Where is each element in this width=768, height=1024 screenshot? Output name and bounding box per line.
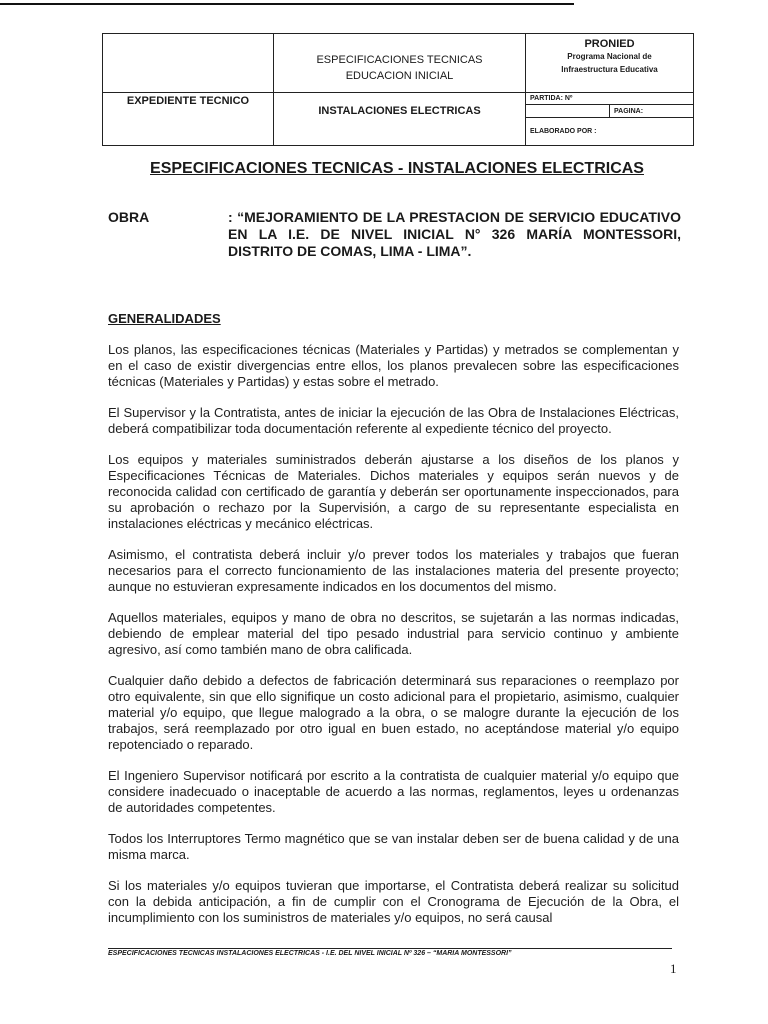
header-expediente-cell [103, 93, 274, 146]
spec-line-2: EDUCACION INICIAL [345, 70, 454, 82]
meta-table [526, 93, 693, 145]
paragraph: Todos los Interruptores Termo magnético que se van instalar deben ser de buena calidad y de una misma marca. [108, 831, 679, 862]
paragraph: Aquellos materiales, equipos y mano de obra no descritos, se sujetarán a las normas indicadas, debiendo de emplear material del tipo pesado industrial para servicio continuo y ambiente agresivo, así como también mano de obra calificada. [108, 610, 679, 657]
header-spec-cell [274, 34, 526, 93]
section-label: INSTALACIONES ELECTRICAS [318, 105, 481, 117]
footer-rule [108, 948, 672, 949]
obra-label: OBRA [108, 209, 150, 225]
paragraph: El Ingeniero Supervisor notificará por escrito a la contratista de cualquier material y/o equipo que considere inadecuado o inaceptable de acuerdo a las normas, reglamentos, leyes u ordenanzas de autoridades competentes. [108, 768, 679, 815]
partida-label: PARTIDA: Nº [526, 93, 693, 105]
org-name: PRONIED [584, 38, 635, 50]
elaborado-label: ELABORADO POR : [530, 128, 597, 135]
pagina-blank [526, 105, 610, 118]
header-org-cell [526, 34, 694, 93]
page-number: 1 [670, 961, 677, 976]
footer-text: ESPECIFICACIONES TECNICAS INSTALACIONES ELECTRICAS - I.E. DEL NIVEL INICIAL Nº 326 – “MARIA MONTESSORI” [108, 950, 512, 957]
header-table [102, 33, 694, 146]
org-sub-1: Programa Nacional de [567, 52, 652, 61]
paragraph: Si los materiales y/o equipos tuvieran que importarse, el Contratista deberá realizar su solicitud con la debida anticipación, a fin de cumplir con el Cronograma de Ejecución de la Obra, el incumplimiento con los suministros de materiales y/o equipos, no será causal [108, 878, 679, 925]
paragraph: Asimismo, el contratista deberá incluir y/o prever todos los materiales y trabajos que fueran necesarios para el correcto funcionamiento de las instalaciones materia del presente proyecto; aunque no estuvieran expresamente indicados en los documentos del mismo. [108, 547, 679, 594]
header-section-cell [274, 93, 526, 146]
top-rule [0, 3, 574, 5]
document-title: ESPECIFICACIONES TECNICAS - INSTALACIONES ELECTRICAS [150, 160, 644, 177]
header-blank-cell [103, 34, 274, 93]
header-meta-cell [526, 93, 694, 146]
spec-line-1: ESPECIFICACIONES TECNICAS [316, 54, 483, 66]
obra-text: : “MEJORAMIENTO DE LA PRESTACION DE SERVICIO EDUCATIVO EN LA I.E. DE NIVEL INICIAL N° 326 MARÍA MONTESSORI, DISTRITO DE COMAS, LIMA - LIMA”. [228, 209, 681, 259]
paragraph: Cualquier daño debido a defectos de fabricación determinará sus reparaciones o reemplazo por otro equivalente, sin que ello signifique un costo adicional para el propietario, asimismo, cualquier material y/o equipo, que llegue malogrado a la obra, o se malogre durante la ejecución de los trabajos, será reemplazado por otro igual en buen estado, no aceptándose material y/o equipo repotenciado o reparado. [108, 673, 679, 752]
org-sub-2: Infraestructura Educativa [561, 65, 658, 74]
section-heading: GENERALIDADES [108, 311, 221, 326]
paragraph: Los planos, las especificaciones técnicas (Materiales y Partidas) y metrados se complementan y en el caso de existir divergencias entre ellos, los planos prevalecen sobre las especificaciones técnicas (Materiales y Partidas) y estas sobre el metrado. [108, 342, 679, 389]
paragraph: El Supervisor y la Contratista, antes de iniciar la ejecución de las Obra de Instalaciones Eléctricas, deberá compatibilizar toda documentación referente al expediente técnico del proyecto. [108, 405, 679, 436]
paragraph: Los equipos y materiales suministrados deberán ajustarse a los diseños de los planos y Especificaciones Técnicas de Materiales. Dichos materiales y equipos serán nuevos y de reconocida calidad con certificado de garantía y deberán ser oportunamente inspeccionados, para su aprobación o rechazo por la Supervisión, a cargo de su representante especialista en instalaciones eléctricas y mecánico eléctricas. [108, 452, 679, 531]
pagina-label: PAGINA: [610, 105, 694, 118]
expediente-label: EXPEDIENTE TECNICO [126, 95, 250, 107]
body-text [108, 342, 679, 941]
